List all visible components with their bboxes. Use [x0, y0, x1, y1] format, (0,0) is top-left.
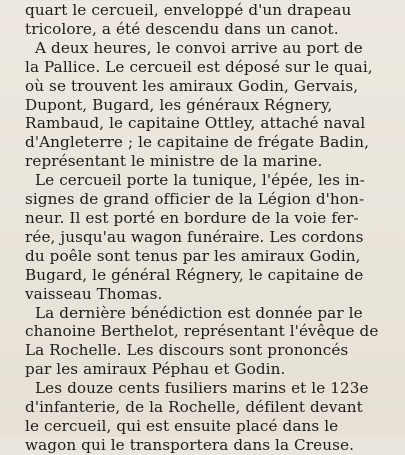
- text-line: le cercueil, qui est ensuite placé dans le: [25, 416, 339, 435]
- text-line: signes de grand officier de la Légion d'hon-: [25, 190, 365, 209]
- text-line: la Pallice. Le cercueil est déposé sur le quai,: [25, 57, 373, 76]
- article-paragraph-5: [25, 379, 393, 455]
- text-line: chanoine Berthelot, représentant l'évêque de: [25, 322, 379, 341]
- article-paragraph-3: [25, 171, 393, 303]
- text-line: A deux heures, le convoi arrive au port de: [35, 38, 363, 57]
- text-line: quart le cercueil, enveloppé d'un drapeau: [25, 1, 352, 19]
- newspaper-clipping: [0, 1, 405, 454]
- text-line: wagon qui le transportera dans la Creuse.: [25, 435, 355, 454]
- text-line: par les amiraux Péphau et Godin.: [25, 360, 286, 379]
- article-paragraph-2: [25, 39, 393, 171]
- text-line: représentant le ministre de la marine.: [25, 152, 323, 171]
- text-line: Dupont, Bugard, les généraux Régnery,: [25, 95, 333, 114]
- text-line: Bugard, le général Régnery, le capitaine de: [25, 265, 364, 284]
- text-line: vaisseau Thomas.: [25, 284, 163, 303]
- text-line: neur. Il est porté en bordure de la voie fer-: [25, 208, 359, 227]
- text-line: d'Angleterre ; le capitaine de frégate Badin,: [25, 133, 370, 152]
- text-line: Les douze cents fusiliers marins et le 123e: [35, 379, 369, 398]
- text-line: où se trouvent les amiraux Godin, Gervais,: [25, 76, 359, 95]
- article-paragraph-1: [25, 1, 393, 39]
- text-line: du poêle sont tenus par les amiraux Godin,: [25, 246, 361, 265]
- text-line: Le cercueil porte la tunique, l'épée, les in-: [35, 171, 366, 190]
- text-line: d'infanterie, de la Rochelle, défilent devant: [25, 398, 363, 417]
- text-line: rée, jusqu'au wagon funéraire. Les cordons: [25, 227, 364, 246]
- text-line: La Rochelle. Les discours sont prononcés: [25, 341, 349, 360]
- text-line: Rambaud, le capitaine Ottley, attaché naval: [25, 114, 366, 133]
- text-line: tricolore, a été descendu dans un canot.: [25, 19, 339, 38]
- article-paragraph-4: [25, 304, 393, 380]
- text-line: La dernière bénédiction est donnée par le: [35, 303, 363, 322]
